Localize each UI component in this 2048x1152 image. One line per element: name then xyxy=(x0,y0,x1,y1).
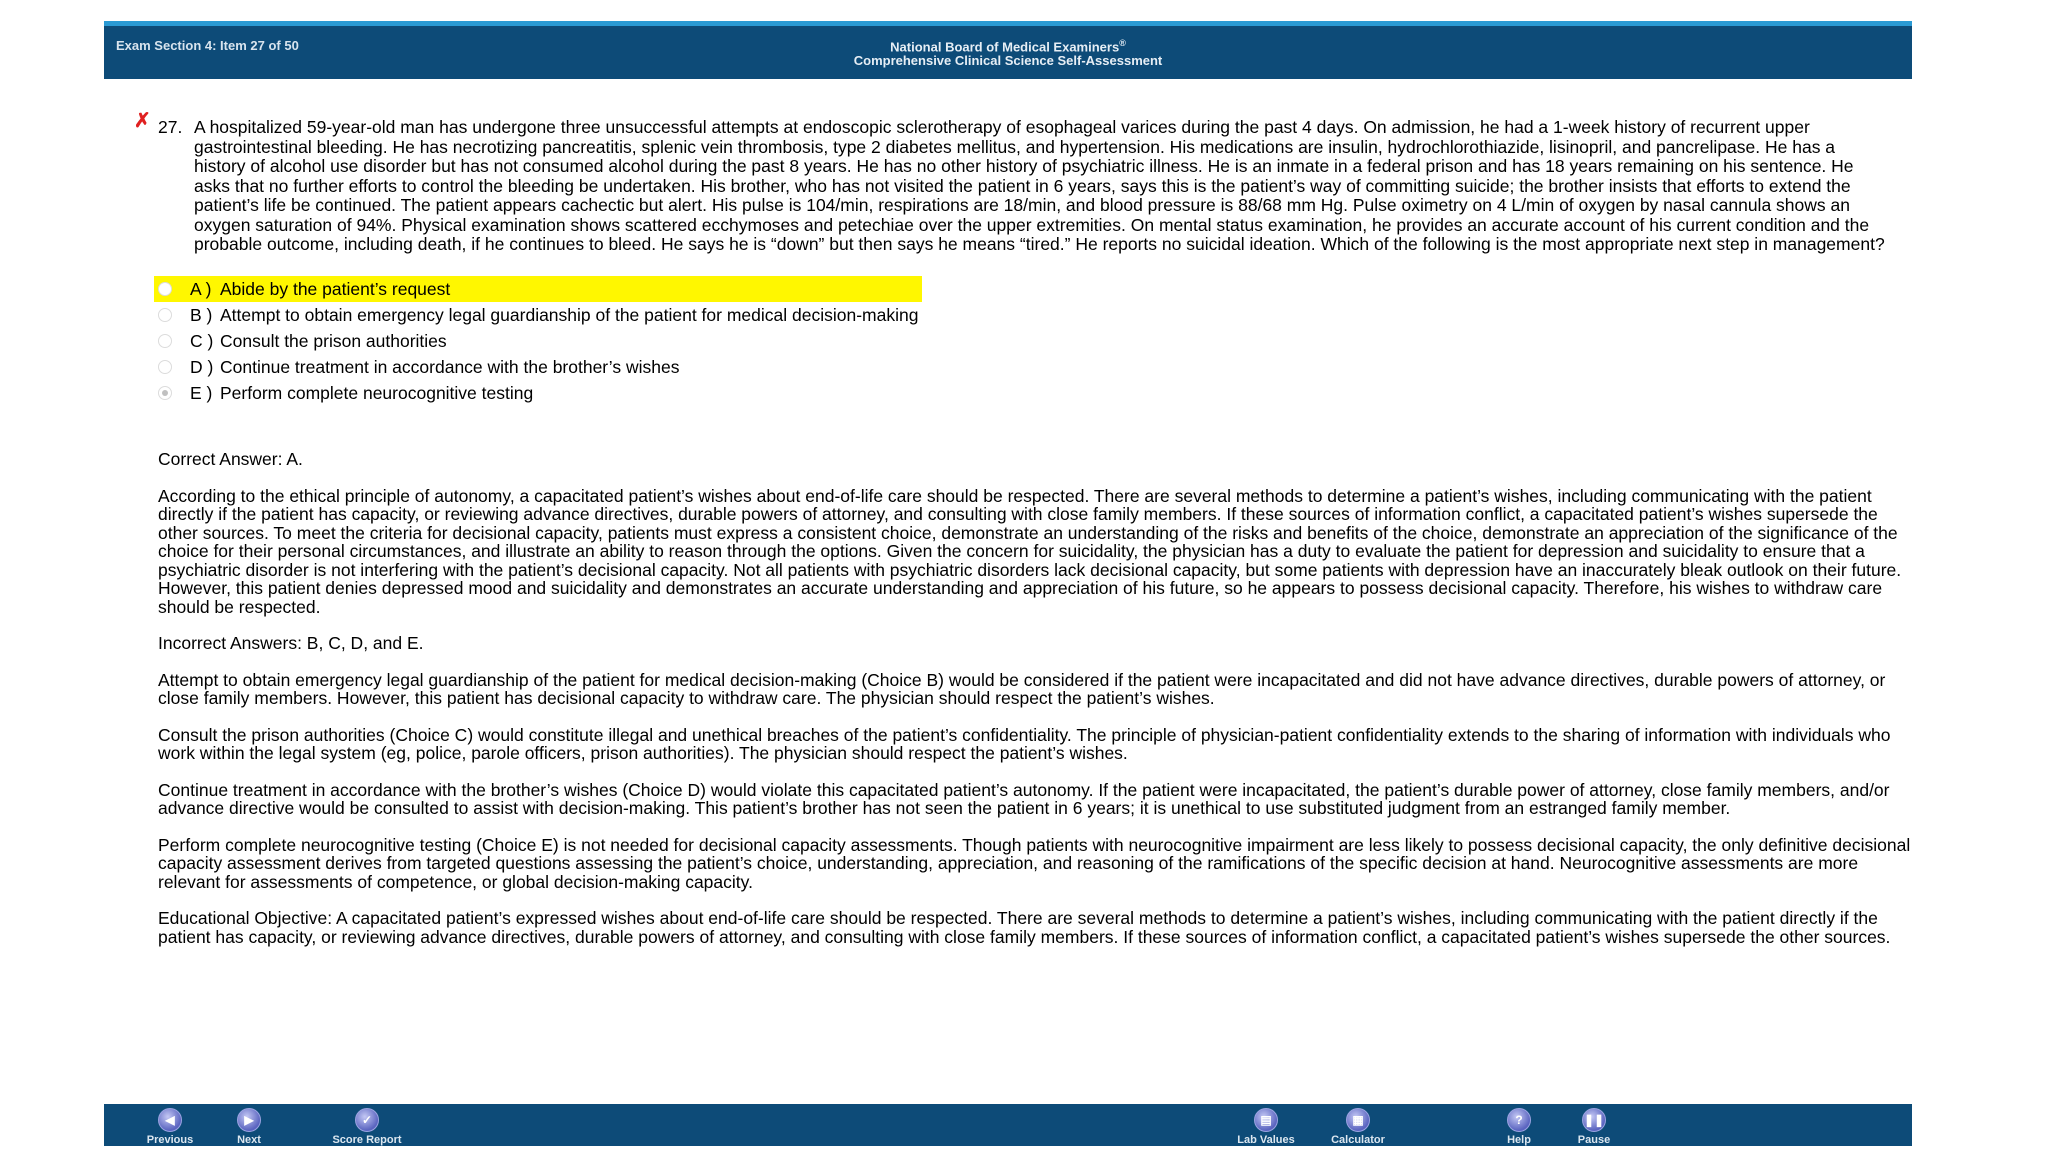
radio-a[interactable] xyxy=(158,282,172,296)
exam-title-block xyxy=(104,36,1912,68)
question-number: 27. xyxy=(158,117,183,137)
option-text: Consult the prison authorities xyxy=(220,331,447,351)
radio-e-selected[interactable] xyxy=(158,386,172,400)
pause-button[interactable] xyxy=(1566,1108,1622,1146)
calculator-button[interactable] xyxy=(1318,1108,1398,1146)
arrow-right-icon: ▶ xyxy=(237,1108,261,1132)
option-letter: C ) xyxy=(190,331,214,351)
exam-section-indicator: Exam Section 4: Item 27 of 50 xyxy=(116,38,299,53)
explanation-choice-e: Perform complete neurocognitive testing (Choice E) is not needed for decisional capacity assessments. Though patients with neurocognitive impairment are less likely to possess decisional capacity, the only definitive decisional capacity assessment derives from targeted questions assessing the patient’s choice, understanding, appreciation, and reasoning of the ramifications of the specific decision at hand. Neurocognitive assessments are more relevant for assessments of competence, or global decision-making capacity. xyxy=(158,834,1911,892)
correct-answer: Correct Answer: A. xyxy=(158,449,303,469)
help-icon: ? xyxy=(1507,1108,1531,1132)
exam-header xyxy=(104,21,1912,79)
answer-explanation xyxy=(158,450,1918,964)
next-button[interactable] xyxy=(224,1108,274,1146)
answer-option-d[interactable] xyxy=(154,354,922,380)
calculator-icon: ▦ xyxy=(1346,1108,1370,1132)
answer-option-b[interactable] xyxy=(154,302,922,328)
option-letter: A ) xyxy=(190,279,212,299)
answer-option-c[interactable] xyxy=(154,328,922,354)
checkmark-icon: ✓ xyxy=(355,1108,379,1132)
answer-option-e[interactable] xyxy=(154,380,922,406)
previous-button[interactable] xyxy=(140,1108,200,1146)
option-letter: E ) xyxy=(190,383,213,403)
option-letter: B ) xyxy=(190,305,213,325)
pause-label: Pause xyxy=(1577,1134,1611,1146)
answer-option-a[interactable] xyxy=(154,276,922,302)
score-report-button[interactable] xyxy=(322,1108,412,1146)
radio-b[interactable] xyxy=(158,308,172,322)
previous-label: Previous xyxy=(146,1134,194,1146)
registered-mark: ® xyxy=(1119,38,1126,48)
explanation-paragraph: According to the ethical principle of autonomy, a capacitated patient’s wishes about end-of-life care should be respected. There are several methods to determine a patient’s wishes, including communicating with the patient directly if the patient has capacity, or reviewing advance directives, durable powers of attorney, and consulting with close family members. If these sources of information conflict, a capacitated patient’s wishes supersede the other sources. To meet the criteria for decisional capacity, patients must express a consistent choice, demonstrate an understanding of the risks and benefits of the choice, demonstrate an appreciation of the significance of the choice for their personal circumstances, and illustrate an ability to reason through the options. Given the concern for suicidality, the physician has a duty to evaluate the patient for depression and suicidality to ensure that a psychiatric disorder is not interfering with the patient’s decisional capacity. Not all patients with psychiatric disorders lack decisional capacity, but some patients with depression have an inaccurately bleak outlook on their future. However, this patient denies depressed mood and suicidality and demonstrates an accurate understanding and appreciation of his future, so he appears to possess decisional capacity. Therefore, his wishes to withdraw care should be respected. xyxy=(158,485,1902,617)
question-text: A hospitalized 59-year-old man has undergone three unsuccessful attempts at endoscopic sclerotherapy of esophageal varices during the past 4 days. On admission, he had a 1-week history of recurrent upper gastrointestinal bleeding. He has necrotizing pancreatitis, splenic vein thrombosis, type 2 diabetes mellitus, and hypertension. His medications are insulin, hydrochlorothiazide, lisinopril, and pancrelipase. He has a history of alcohol use disorder but has not consumed alcohol during the past 8 years. He has no other history of psychiatric illness. He is an inmate in a federal prison and has 18 years remaining on his sentence. He asks that no further efforts to control the bleeding be undertaken. His brother, who has not visited the patient in 6 years, says this is the patient’s way of committing suicide; the brother insists that efforts to extend the patient’s life be continued. The patient appears cachectic but alert. His pulse is 104/min, respirations are 18/min, and blood pressure is 88/68 mm Hg. Pulse oximetry on 4 L/min of oxygen by nasal cannula shows an oxygen saturation of 94%. Physical examination shows scattered ecchymoses and petechiae over the upper extremities. On mental status examination, he provides an accurate account of his current condition and the probable outcome, including death, if he continues to bleed. He says he is “down” but then says he means “tired.” He reports no suicidal ideation. Which of the following is the most appropriate next step in management? xyxy=(194,117,1885,254)
explanation-choice-b: Attempt to obtain emergency legal guardianship of the patient for medical decision-making (Choice B) would be considered if the patient were incapacitated and did not have advance directives, durable powers of attorney, or close family members. However, this patient has decisional capacity to withdraw care. The physician should respect the patient’s wishes. xyxy=(158,669,1886,708)
exam-title: Comprehensive Clinical Science Self-Assessment xyxy=(853,53,1163,69)
mark-flag-icon[interactable]: ✗ xyxy=(134,110,151,132)
score-report-label: Score Report xyxy=(332,1134,402,1146)
option-text: Perform complete neurocognitive testing xyxy=(220,383,534,403)
option-letter: D ) xyxy=(190,357,214,377)
next-label: Next xyxy=(237,1134,261,1146)
pause-icon: ❚❚ xyxy=(1582,1108,1606,1132)
radio-c[interactable] xyxy=(158,334,172,348)
answer-options xyxy=(154,276,922,406)
help-button[interactable] xyxy=(1494,1108,1544,1146)
help-label: Help xyxy=(1507,1134,1531,1146)
exam-toolbar xyxy=(104,1104,1912,1146)
explanation-choice-d: Continue treatment in accordance with the brother’s wishes (Choice D) would violate this capacitated patient’s autonomy. If the patient were incapacitated, the patient’s durable power of attorney, close family members, and/or advance directive would be consulted to assist with decision-making. This patient’s brother has not seen the patient in 6 years; it is unethical to use substituted judgment from an estranged family member. xyxy=(158,779,1890,818)
org-name: National Board of Medical Examiners xyxy=(890,39,1120,55)
educational-objective: Educational Objective: A capacitated patient’s expressed wishes about end-of-life care should be respected. There are several methods to determine a patient’s wishes, including communicating with the patient directly if the patient has capacity, or reviewing advance directives, durable powers of attorney, and consulting with close family members. If these sources of information conflict, a capacitated patient’s wishes supersede the other sources. xyxy=(158,908,1891,947)
radio-d[interactable] xyxy=(158,360,172,374)
lab-values-icon: ▤ xyxy=(1254,1108,1278,1132)
explanation-choice-c: Consult the prison authorities (Choice C) would constitute illegal and unethical breaches of the patient’s confidentiality. The principle of physician-patient confidentiality extends to the sharing of information with individuals who work within the legal system (eg, police, parole officers, prison authorities). The physician should respect the patient’s wishes. xyxy=(158,724,1891,763)
incorrect-answers: Incorrect Answers: B, C, D, and E. xyxy=(158,633,424,653)
option-text: Continue treatment in accordance with the brother’s wishes xyxy=(220,357,680,377)
lab-values-button[interactable] xyxy=(1226,1108,1306,1146)
option-text: Abide by the patient’s request xyxy=(220,279,451,299)
calculator-label: Calculator xyxy=(1331,1134,1385,1146)
option-text: Attempt to obtain emergency legal guardianship of the patient for medical decision-making xyxy=(220,305,919,325)
question-stem xyxy=(150,118,1890,255)
arrow-left-icon: ◀ xyxy=(158,1108,182,1132)
lab-values-label: Lab Values xyxy=(1237,1134,1295,1146)
